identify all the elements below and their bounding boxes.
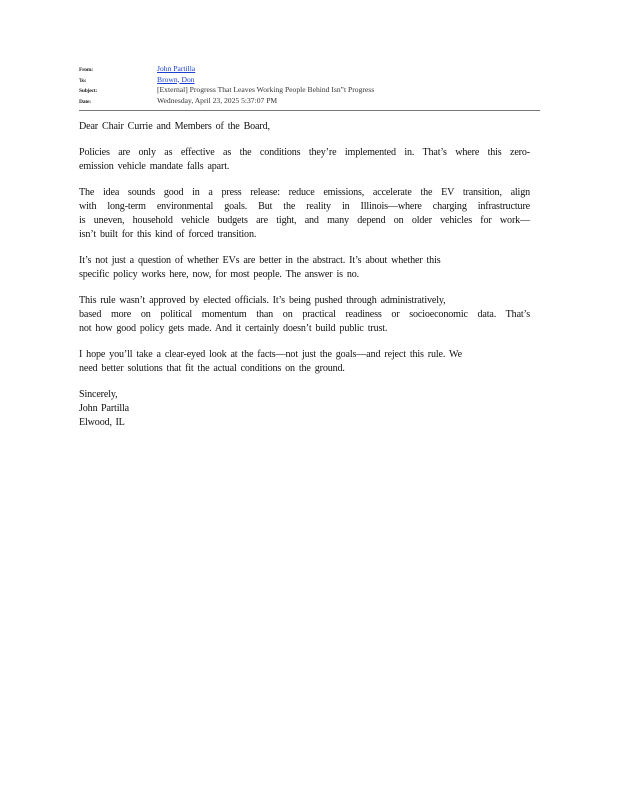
header-label-subject: Subject: [79, 88, 97, 94]
salutation-line: Dear Chair Currie and Members of the Board, [79, 121, 270, 132]
closing-line: Sincerely, [79, 389, 118, 400]
salutation [79, 120, 539, 134]
paragraph-5 [79, 348, 539, 376]
email-headers [79, 64, 539, 106]
paragraph-line: not how good policy gets made. And it certainly doesn’t build public trust. [79, 323, 388, 334]
paragraph-line: It’s not just a question of whether EVs are better in the abstract. It’s about whether this [79, 255, 441, 266]
header-label-date: Date: [79, 98, 91, 105]
header-row-from [79, 64, 539, 75]
header-row-subject [79, 85, 539, 96]
paragraph-line: need better solutions that fit the actual conditions on the ground. [79, 363, 345, 374]
header-value-subject: [External] Progress That Leaves Working People Behind Isn‟t Progress [157, 85, 375, 94]
header-label-to: To: [79, 77, 87, 84]
paragraph-4 [79, 294, 539, 336]
paragraph-line: The idea sounds good in a press release: reduce emissions, accelerate the EV transition, align [79, 187, 530, 198]
header-row-to [79, 75, 539, 86]
header-value-from-link[interactable]: John Partilla [157, 64, 196, 73]
letter-body [79, 120, 539, 442]
paragraph-line: isn’t built for this kind of forced transition. [79, 229, 257, 240]
paragraph-1 [79, 146, 539, 174]
header-label-from: From: [79, 67, 93, 73]
paragraph-line: emission vehicle mandate falls apart. [79, 161, 230, 172]
paragraph-line: specific policy works here, now, for most people. The answer is no. [79, 269, 360, 280]
header-value-to-link[interactable]: Brown, Don [157, 74, 195, 84]
signature-block [79, 388, 539, 430]
paragraph-line: is uneven, household vehicle budgets are tight, and many depend on older vehicles for work— [79, 215, 530, 226]
paragraph-line: based more on political momentum than on practical readiness or socioeconomic data. That’s [79, 309, 530, 320]
paragraph-line: with long-term environmental goals. But the reality in Illinois—where charging infrastructure [79, 201, 530, 212]
paragraph-3 [79, 254, 539, 282]
header-divider [79, 110, 540, 111]
paragraph-line: I hope you’ll take a clear-eyed look at the facts—not just the goals—and reject this rule. We [79, 349, 462, 360]
paragraph-line: Policies are only as effective as the conditions they’re implemented in. That’s where this zero- [79, 147, 530, 158]
header-row-date [79, 96, 539, 107]
signer-name: John Partilla [79, 403, 129, 414]
paragraph-line: This rule wasn’t approved by elected officials. It’s being pushed through administratively, [79, 295, 446, 306]
paragraph-2 [79, 186, 539, 242]
signer-location: Elwood, IL [79, 417, 125, 428]
header-value-date: Wednesday, April 23, 2025 5:37:07 PM [157, 95, 278, 105]
